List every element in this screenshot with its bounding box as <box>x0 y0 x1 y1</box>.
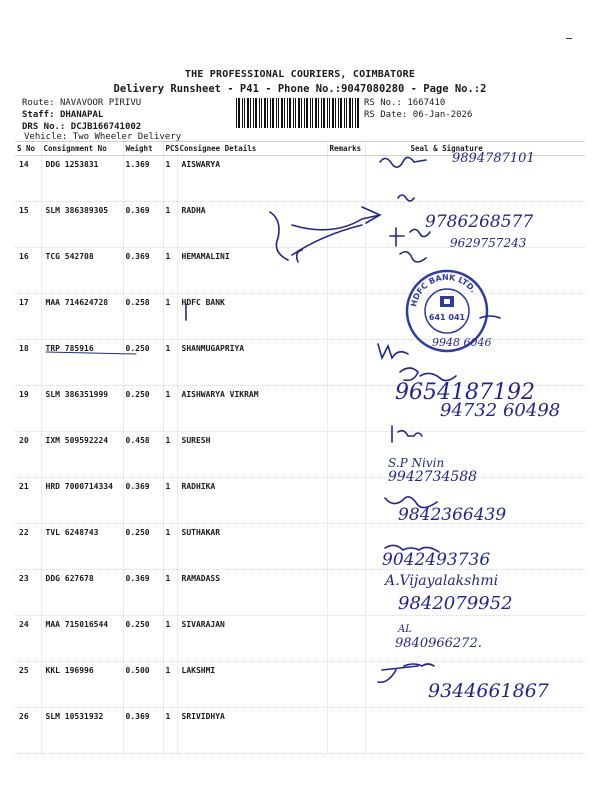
hw-phone-row25: 9840966272. <box>395 636 482 651</box>
signature-cell <box>365 202 585 248</box>
col-signature-header: Seal & Signature <box>365 142 585 156</box>
rs-no-value: 1667410 <box>407 98 446 108</box>
consignment-cell: TRP 785916 <box>41 340 123 386</box>
signature-cell <box>365 524 585 570</box>
remarks-cell <box>327 386 365 432</box>
signature-cell <box>365 616 585 662</box>
pcs-cell: 1 <box>163 340 177 386</box>
rs-date-label: RS Date: <box>364 110 408 120</box>
table-row <box>15 708 585 754</box>
barcode-bar <box>312 98 313 128</box>
hw-initial-row25: AL <box>398 624 412 635</box>
sno-cell: 26 <box>15 708 41 754</box>
remarks-cell <box>327 294 365 340</box>
barcode-bar <box>323 98 325 128</box>
hw-phone-row16a: 9786268577 <box>425 212 534 232</box>
rs-no-label: RS No.: <box>364 98 402 108</box>
remarks-cell <box>327 524 365 570</box>
pcs-cell: 1 <box>163 524 177 570</box>
barcode-bar <box>344 98 345 128</box>
col-remarks-header: Remarks <box>327 142 365 156</box>
table-row <box>15 570 585 616</box>
barcode-bar <box>236 98 237 128</box>
weight-cell: 0.250 <box>123 616 163 662</box>
consignee-cell: HEMAMALINI <box>177 248 327 294</box>
pcs-cell: 1 <box>163 156 177 202</box>
barcode-bar <box>264 98 266 128</box>
weight-cell: 0.369 <box>123 570 163 616</box>
table-row <box>15 202 585 248</box>
consignee-cell: SHANMUGAPRIYA <box>177 340 327 386</box>
consignment-cell: SLM 386351999 <box>41 386 123 432</box>
barcode-bar <box>346 98 347 128</box>
table-header-row <box>15 142 585 156</box>
pcs-cell: 1 <box>163 478 177 524</box>
stamp-center-text: 641 041 <box>428 313 466 322</box>
company-title: THE PROFESSIONAL COURIERS, COIMBATORE <box>184 69 416 80</box>
rs-date-value: 06-Jan-2026 <box>412 110 473 120</box>
barcode-bar <box>289 98 291 128</box>
remarks-cell <box>327 570 365 616</box>
barcode-bar <box>278 98 279 128</box>
barcode-bar <box>352 98 353 128</box>
remarks-cell <box>327 432 365 478</box>
sno-cell: 17 <box>15 294 41 340</box>
remarks-cell <box>327 248 365 294</box>
sno-cell: 14 <box>15 156 41 202</box>
remarks-cell <box>327 708 365 754</box>
consignment-cell: DDG 627678 <box>41 570 123 616</box>
barcode-bar <box>259 98 260 128</box>
drs-value: DCJB166741002 <box>70 122 142 132</box>
consignment-cell: IXM 509592224 <box>41 432 123 478</box>
sno-cell: 16 <box>15 248 41 294</box>
hw-phone-row19: 9654187192 <box>395 380 535 405</box>
barcode-bar <box>276 98 277 128</box>
consignee-cell: SRIVIDHYA <box>177 708 327 754</box>
consignee-cell: AISWARYA <box>177 156 327 202</box>
barcode-bar <box>295 98 296 128</box>
corner-mark <box>566 38 572 39</box>
hw-phone-row21: 9942734588 <box>388 469 478 485</box>
remarks-cell <box>327 202 365 248</box>
consignment-cell: TVL 6248743 <box>41 524 123 570</box>
barcode-bar <box>244 98 245 128</box>
barcode-bar <box>304 98 305 128</box>
consignment-cell: TCG 542708 <box>41 248 123 294</box>
sno-cell: 19 <box>15 386 41 432</box>
consignment-cell: MAA 714624728 <box>41 294 123 340</box>
pcs-cell: 1 <box>163 662 177 708</box>
sno-cell: 20 <box>15 432 41 478</box>
pcs-cell: 1 <box>163 202 177 248</box>
consignee-cell: AISHWARYA VIKRAM <box>177 386 327 432</box>
table-row <box>15 340 585 386</box>
pcs-cell: 1 <box>163 386 177 432</box>
barcode-bar <box>332 98 334 128</box>
signature-cell <box>365 708 585 754</box>
route-value: NAVAVOOR PIRIVU <box>59 98 142 108</box>
barcode-bar <box>327 98 328 128</box>
consignment-cell: SLM 386389305 <box>41 202 123 248</box>
pcs-cell: 1 <box>163 616 177 662</box>
consignee-cell: SUTHAKAR <box>177 524 327 570</box>
weight-cell: 0.250 <box>123 524 163 570</box>
sno-cell: 22 <box>15 524 41 570</box>
pcs-cell: 1 <box>163 432 177 478</box>
sno-cell: 21 <box>15 478 41 524</box>
barcode-bar <box>335 98 336 128</box>
pcs-cell: 1 <box>163 248 177 294</box>
pcs-cell: 1 <box>163 708 177 754</box>
hw-phone-row22: 9842366439 <box>398 505 507 525</box>
barcode-bar <box>315 98 317 128</box>
hw-phone-row23: 9042493736 <box>382 550 491 570</box>
consignment-cell: DDG 1253831 <box>41 156 123 202</box>
rs-date-line <box>364 110 472 120</box>
staff-value: DHANAPAL <box>59 110 104 120</box>
rs-no-line <box>364 98 445 108</box>
barcode-bar <box>281 98 283 128</box>
consignee-cell: LAKSHMI <box>177 662 327 708</box>
remarks-cell <box>327 340 365 386</box>
consignee-cell: SURESH <box>177 432 327 478</box>
signature-cell <box>365 156 585 202</box>
barcode-bar <box>284 98 285 128</box>
barcode-bar <box>310 98 311 128</box>
table-row <box>15 524 585 570</box>
consignee-cell: SIVARAJAN <box>177 616 327 662</box>
table-row <box>15 294 585 340</box>
barcode-bar <box>247 98 249 128</box>
barcode-bar <box>255 98 257 128</box>
staff-label: Staff: <box>22 110 55 120</box>
weight-cell: 0.258 <box>123 294 163 340</box>
vehicle-value: Two Wheeler Delivery <box>72 132 182 142</box>
barcode-bar <box>318 98 319 128</box>
sno-cell: 25 <box>15 662 41 708</box>
hw-phone-row18: 9948 6046 <box>432 336 492 349</box>
route-label: Route: <box>22 98 55 108</box>
barcode-bar <box>267 98 268 128</box>
route-line <box>22 98 141 108</box>
barcode-bar <box>329 98 330 128</box>
col-weight-header: Weight <box>123 142 163 156</box>
drs-label: DRS No.: <box>22 122 66 132</box>
runsheet-title: Delivery Runsheet - P41 - Phone No.:9047080280 - Page No.:2 <box>113 83 487 95</box>
barcode-bar <box>293 98 294 128</box>
signature-cell <box>365 570 585 616</box>
weight-cell: 0.250 <box>123 340 163 386</box>
weight-cell: 0.369 <box>123 248 163 294</box>
table-row <box>15 386 585 432</box>
hw-name-row21: S.P Nivin <box>388 456 445 470</box>
barcode-bar <box>306 98 308 128</box>
barcode-bar <box>272 98 274 128</box>
table-row <box>15 432 585 478</box>
barcode-bar <box>261 98 262 128</box>
weight-cell: 0.500 <box>123 662 163 708</box>
barcode-bar <box>301 98 302 128</box>
barcode-bar <box>253 98 254 128</box>
barcode-bar <box>321 98 322 128</box>
col-consignee-header: Consignee Details <box>177 142 327 156</box>
hw-name-row24: A.Vijayalakshmi <box>385 573 499 589</box>
remarks-cell <box>327 156 365 202</box>
barcode-bar <box>238 98 240 128</box>
barcode-bar <box>340 98 342 128</box>
consignment-cell: MAA 715016544 <box>41 616 123 662</box>
drs-line <box>22 122 141 132</box>
hw-phone-row20: 94732 60498 <box>440 400 561 421</box>
hdfc-bank-stamp <box>404 268 490 354</box>
remarks-cell <box>327 616 365 662</box>
hw-phone-row24: 9842079952 <box>398 593 513 614</box>
sno-cell: 23 <box>15 570 41 616</box>
signature-cell <box>365 386 585 432</box>
barcode-bar <box>242 98 243 128</box>
col-sno-header: S No <box>15 142 41 156</box>
col-consignment-header: Consignment No <box>41 142 123 156</box>
consignee-cell: RAMADASS <box>177 570 327 616</box>
vehicle-label: Vehicle: <box>24 132 68 142</box>
weight-cell: 0.369 <box>123 202 163 248</box>
hw-phone-row16b: 9629757243 <box>450 236 527 250</box>
barcode-bar <box>357 98 359 128</box>
consignment-cell: KKL 196996 <box>41 662 123 708</box>
weight-cell: 0.250 <box>123 386 163 432</box>
consignment-cell: SLM 10531932 <box>41 708 123 754</box>
consignee-cell: RADHIKA <box>177 478 327 524</box>
staff-line <box>22 110 103 120</box>
table-row <box>15 156 585 202</box>
barcode-bar <box>270 98 271 128</box>
barcode-bar <box>250 98 251 128</box>
barcode-image <box>236 98 360 128</box>
stamp-ring-text: HDFC BANK LTD. <box>409 272 478 308</box>
hw-phone-row14: 9894787101 <box>452 151 535 166</box>
weight-cell: 0.458 <box>123 432 163 478</box>
delivery-table <box>15 141 585 754</box>
pcs-cell: 1 <box>163 294 177 340</box>
barcode-bar <box>287 98 288 128</box>
signature-cell <box>365 662 585 708</box>
table-row <box>15 662 585 708</box>
consignment-cell: HRD 7000714334 <box>41 478 123 524</box>
signature-cell <box>365 478 585 524</box>
table-row <box>15 616 585 662</box>
table-row <box>15 248 585 294</box>
sno-cell: 24 <box>15 616 41 662</box>
consignee-cell: HDFC BANK <box>177 294 327 340</box>
consignee-cell: RADHA <box>177 202 327 248</box>
weight-cell: 1.369 <box>123 156 163 202</box>
table-row <box>15 478 585 524</box>
remarks-cell <box>327 478 365 524</box>
sno-cell: 18 <box>15 340 41 386</box>
barcode-bar <box>355 98 356 128</box>
weight-cell: 0.369 <box>123 478 163 524</box>
weight-cell: 0.369 <box>123 708 163 754</box>
barcode-bar <box>298 98 300 128</box>
signature-cell <box>365 432 585 478</box>
barcode-bar <box>338 98 339 128</box>
sno-cell: 15 <box>15 202 41 248</box>
pcs-cell: 1 <box>163 570 177 616</box>
remarks-cell <box>327 662 365 708</box>
hw-phone-row26: 9344661867 <box>428 680 549 702</box>
barcode-bar <box>349 98 351 128</box>
col-pcs-header: PCS <box>163 142 177 156</box>
